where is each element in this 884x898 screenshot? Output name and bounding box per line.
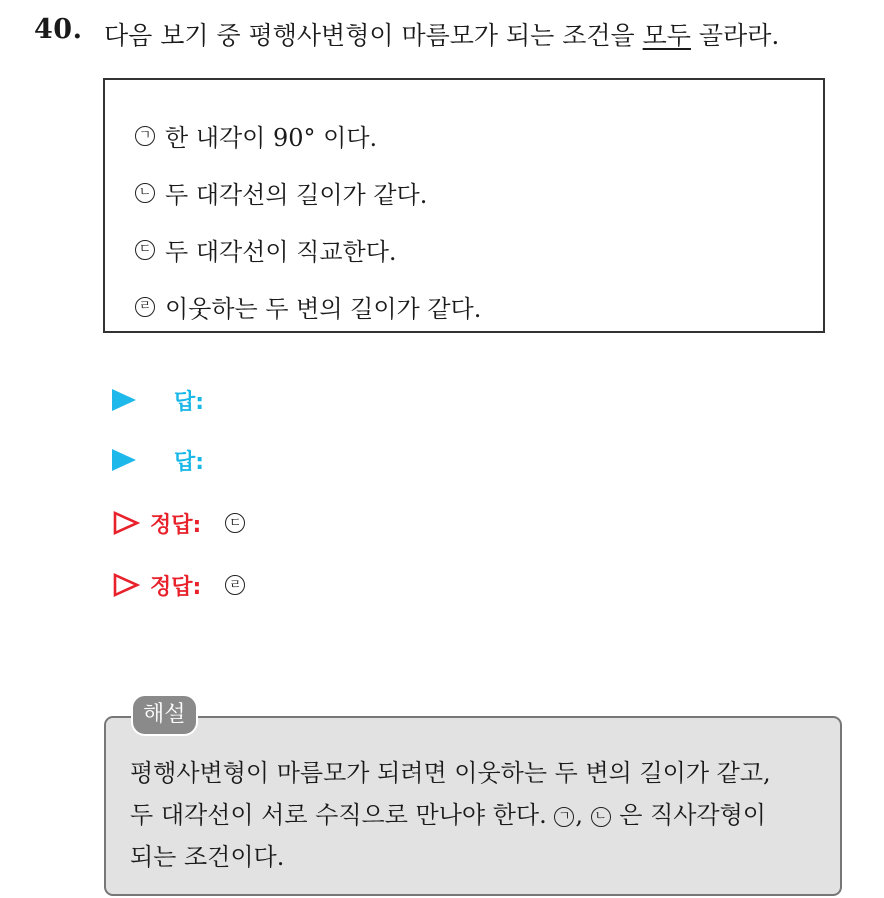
explanation-symbol-1: ㄱ [554,807,574,827]
option-3 [135,232,397,267]
explanation-line-2 [130,794,830,836]
option-1-symbol: ㄱ [135,126,155,146]
triangle-solid-icon [112,389,136,411]
question-text-before: 다음 보기 중 평행사변형이 마름모가 되는 조건을 [104,21,643,50]
correct-answer-value-2: ㄹ [225,575,245,595]
answer-label-1: 답: [174,389,205,415]
explanation-tag: 해설 [131,694,198,736]
explanation-line-1: 평행사변형이 마름모가 되려면 이웃하는 두 변의 길이가 같고, [130,759,771,787]
option-1-text: 한 내각이 90° 이다. [165,124,378,152]
triangle-outline-icon [112,510,140,536]
option-3-symbol: ㄷ [135,240,155,260]
explanation-line-2-part-2: 은 직사각형이 [611,801,766,829]
question-text [104,16,779,52]
correct-answer-row-1 [112,508,245,538]
explanation-comma: , [575,801,591,829]
option-4-symbol: ㄹ [135,297,155,317]
correct-answer-label-2: 정답: [150,574,202,600]
answer-row-1 [112,385,204,415]
question-number: 40. [34,14,83,45]
option-1 [135,118,377,153]
options-box [103,78,825,333]
option-4-text: 이웃하는 두 변의 길이가 같다. [165,295,482,323]
explanation-box [104,716,842,896]
correct-answer-row-2 [112,570,245,600]
triangle-outline-icon [112,572,140,598]
option-4 [135,289,481,324]
option-2-symbol: ㄴ [135,183,155,203]
option-2 [135,175,427,210]
answer-row-2 [112,445,204,475]
question-text-underlined: 모두 [642,21,691,50]
answer-label-2: 답: [174,449,205,475]
option-3-text: 두 대각선이 직교한다. [165,238,397,266]
option-2-text: 두 대각선의 길이가 같다. [165,181,428,209]
correct-answer-label-1: 정답: [150,512,202,538]
explanation-line-3: 되는 조건이다. [130,843,285,871]
explanation-text [130,752,830,878]
triangle-solid-icon [112,449,136,471]
correct-answer-value-1: ㄷ [225,513,245,533]
explanation-symbol-2: ㄴ [591,807,611,827]
question-text-after: 골라라. [690,21,780,50]
explanation-line-2-part-1: 두 대각선이 서로 수직으로 만나야 한다. [130,801,555,829]
